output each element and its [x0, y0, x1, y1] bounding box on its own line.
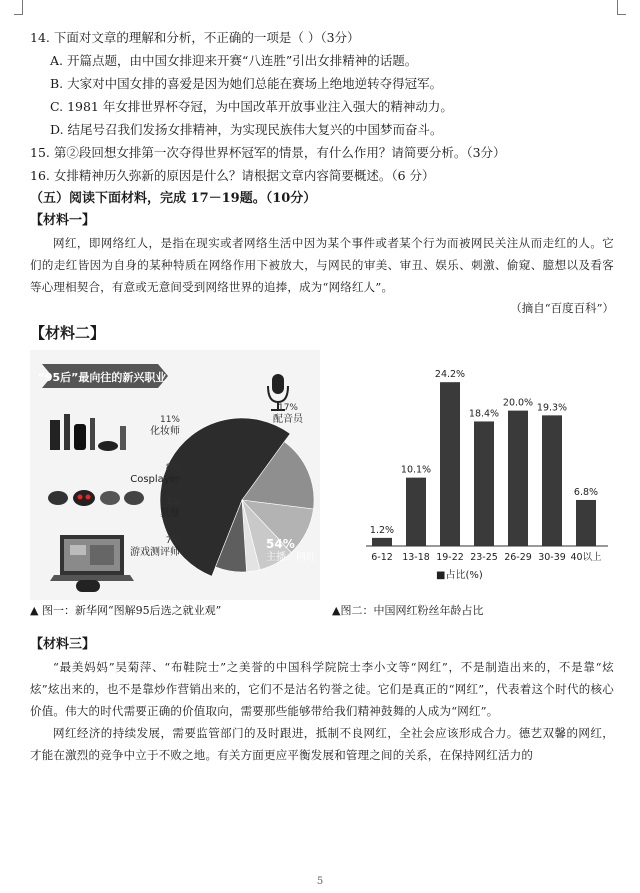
- option-b: B. 大家对中国女排的喜爱是因为她们总能在赛场上绝地逆转夺得冠军。: [50, 76, 443, 91]
- material-one-source: （摘自“百度百科”）: [510, 301, 614, 315]
- gamepad-icon: [76, 580, 100, 592]
- x-tick-labels: [371, 551, 602, 563]
- pie-chart-title: “95后”最向往的新兴职业: [37, 371, 167, 384]
- pie-category-label: 主播、网红: [266, 552, 316, 563]
- bar-value-label: 20.0%: [502, 397, 534, 409]
- x-tick-label: 6-12: [371, 552, 393, 563]
- material-three-para-1: “最美妈妈”吴菊萍、“布鞋院士”之美誉的中国科学院院士李小文等“网红”，不是制造出来的，不是靠“炫炫”炫出来的，也不是靠炒作营销出来的，它们不是沽名钓誉之徒。它们是真正的“网红”，代表着这个时代的核心价值。伟大的时代需要正确的价值取向，需要那些能够带给我们精神鼓舞的人成为“网红”。: [30, 660, 614, 718]
- bar-40以上: [576, 500, 596, 546]
- material-one-title: 【材料一】: [30, 213, 96, 228]
- figure-two-caption: ▲图二：中国网红粉丝年龄占比: [332, 604, 484, 617]
- pie-category-label: Cosplayer: [130, 474, 180, 485]
- material-two-title: 【材料二】: [30, 324, 106, 342]
- pie-value-label: 54%: [266, 537, 295, 551]
- pie-value-label: 11%: [159, 415, 180, 425]
- material-three-para-2: 网红经济的持续发展，需要监管部门的及时跟进，抵制不良网红，全社会应该形成合力。德艺双馨的网红，才能在激烈的竞争中立于不败之地。有关方面更应平衡发展和管理之间的关系，在保持网红活力的: [30, 726, 614, 762]
- figure-one-caption: ▲ 图一：新华网“图解95后选之就业观”: [30, 604, 222, 617]
- material-three-title: 【材料三】: [30, 637, 96, 652]
- crop-mark-top-right: [617, 0, 626, 15]
- question-14: 14. 下面对文章的理解和分析，不正确的一项是（ ）（3分）: [30, 30, 360, 45]
- pie-title-banner: [38, 364, 168, 388]
- bar-value-label: 24.2%: [434, 369, 466, 381]
- bar-26-29: [508, 411, 528, 546]
- question-16: 16. 女排精神历久弥新的原因是什么？请根据文章内容简要概述。（6 分）: [30, 168, 435, 183]
- section-five-title: （五）阅读下面材料，完成 17－19题。（10分）: [30, 191, 317, 206]
- option-a: A. 开篇点题，由中国女排迎来开赛“八连胜”引出女排精神的话题。: [50, 53, 418, 68]
- x-tick-label: 19-22: [436, 552, 464, 563]
- bar-chart-figure: [346, 350, 616, 600]
- x-tick-label: 40以上: [570, 552, 602, 563]
- pie-value-label: 17%: [277, 403, 299, 413]
- x-tick-label: 23-25: [470, 552, 498, 563]
- option-c: C. 1981 年女排世界杯夺冠，为中国改革开放事业注入强大的精神动力。: [50, 99, 453, 114]
- pie-value-label: 3%: [165, 497, 180, 507]
- pie-category-label: 游戏测评师: [130, 547, 180, 558]
- bar-value-label: 10.1%: [400, 464, 432, 476]
- question-15: 15. 第②段回想女排第一次夺得世界杯冠军的情景，有什么作用？请简要分析。（3分）: [30, 145, 506, 160]
- pie-value-label: 7%: [165, 536, 180, 546]
- pie-value-label: 8%: [165, 463, 180, 473]
- bar-value-label: 18.4%: [468, 408, 500, 420]
- pie-category-label: 化妆师: [150, 426, 180, 437]
- pie-chart-figure: [30, 350, 320, 600]
- laptop-icon: [50, 535, 134, 581]
- bar-23-25: [474, 421, 494, 546]
- bar-30-39: [542, 415, 562, 546]
- bar-value-label: 19.3%: [536, 402, 568, 414]
- exam-page: [30, 26, 614, 766]
- pie-category-label: 配音员: [273, 414, 303, 425]
- pie-category-label: 其他: [160, 508, 180, 519]
- material-one-text: 网红，即网络红人，是指在现实或者网络生活中因为某个事件或者某个行为而被网民关注从而走红的人。它们的走红皆因为自身的某种特质在网络作用下被放大，与网民的审美、审丑、娱乐、刺激、偷窥、臆想以及看客等心理相契合，有意或无意间受到网络世界的追捧，成为“网络红人”。: [30, 236, 614, 294]
- crop-mark-top-left: [14, 0, 23, 15]
- bar-legend: ■占比(%): [436, 570, 483, 581]
- option-d: D. 结尾号召我们发扬女排精神，为实现民族伟大复兴的中国梦而奋斗。: [50, 122, 443, 137]
- page-number: 5: [316, 876, 324, 887]
- x-tick-label: 26-29: [504, 552, 532, 563]
- x-tick-label: 13-18: [402, 552, 430, 563]
- bar-6-12: [372, 538, 392, 546]
- x-tick-label: 30-39: [538, 552, 566, 563]
- bar-13-18: [406, 478, 426, 546]
- bar-value-label: 6.8%: [573, 486, 599, 498]
- figures-row: [30, 350, 614, 620]
- bar-value-label: 1.2%: [369, 524, 395, 536]
- bar-19-22: [440, 382, 460, 546]
